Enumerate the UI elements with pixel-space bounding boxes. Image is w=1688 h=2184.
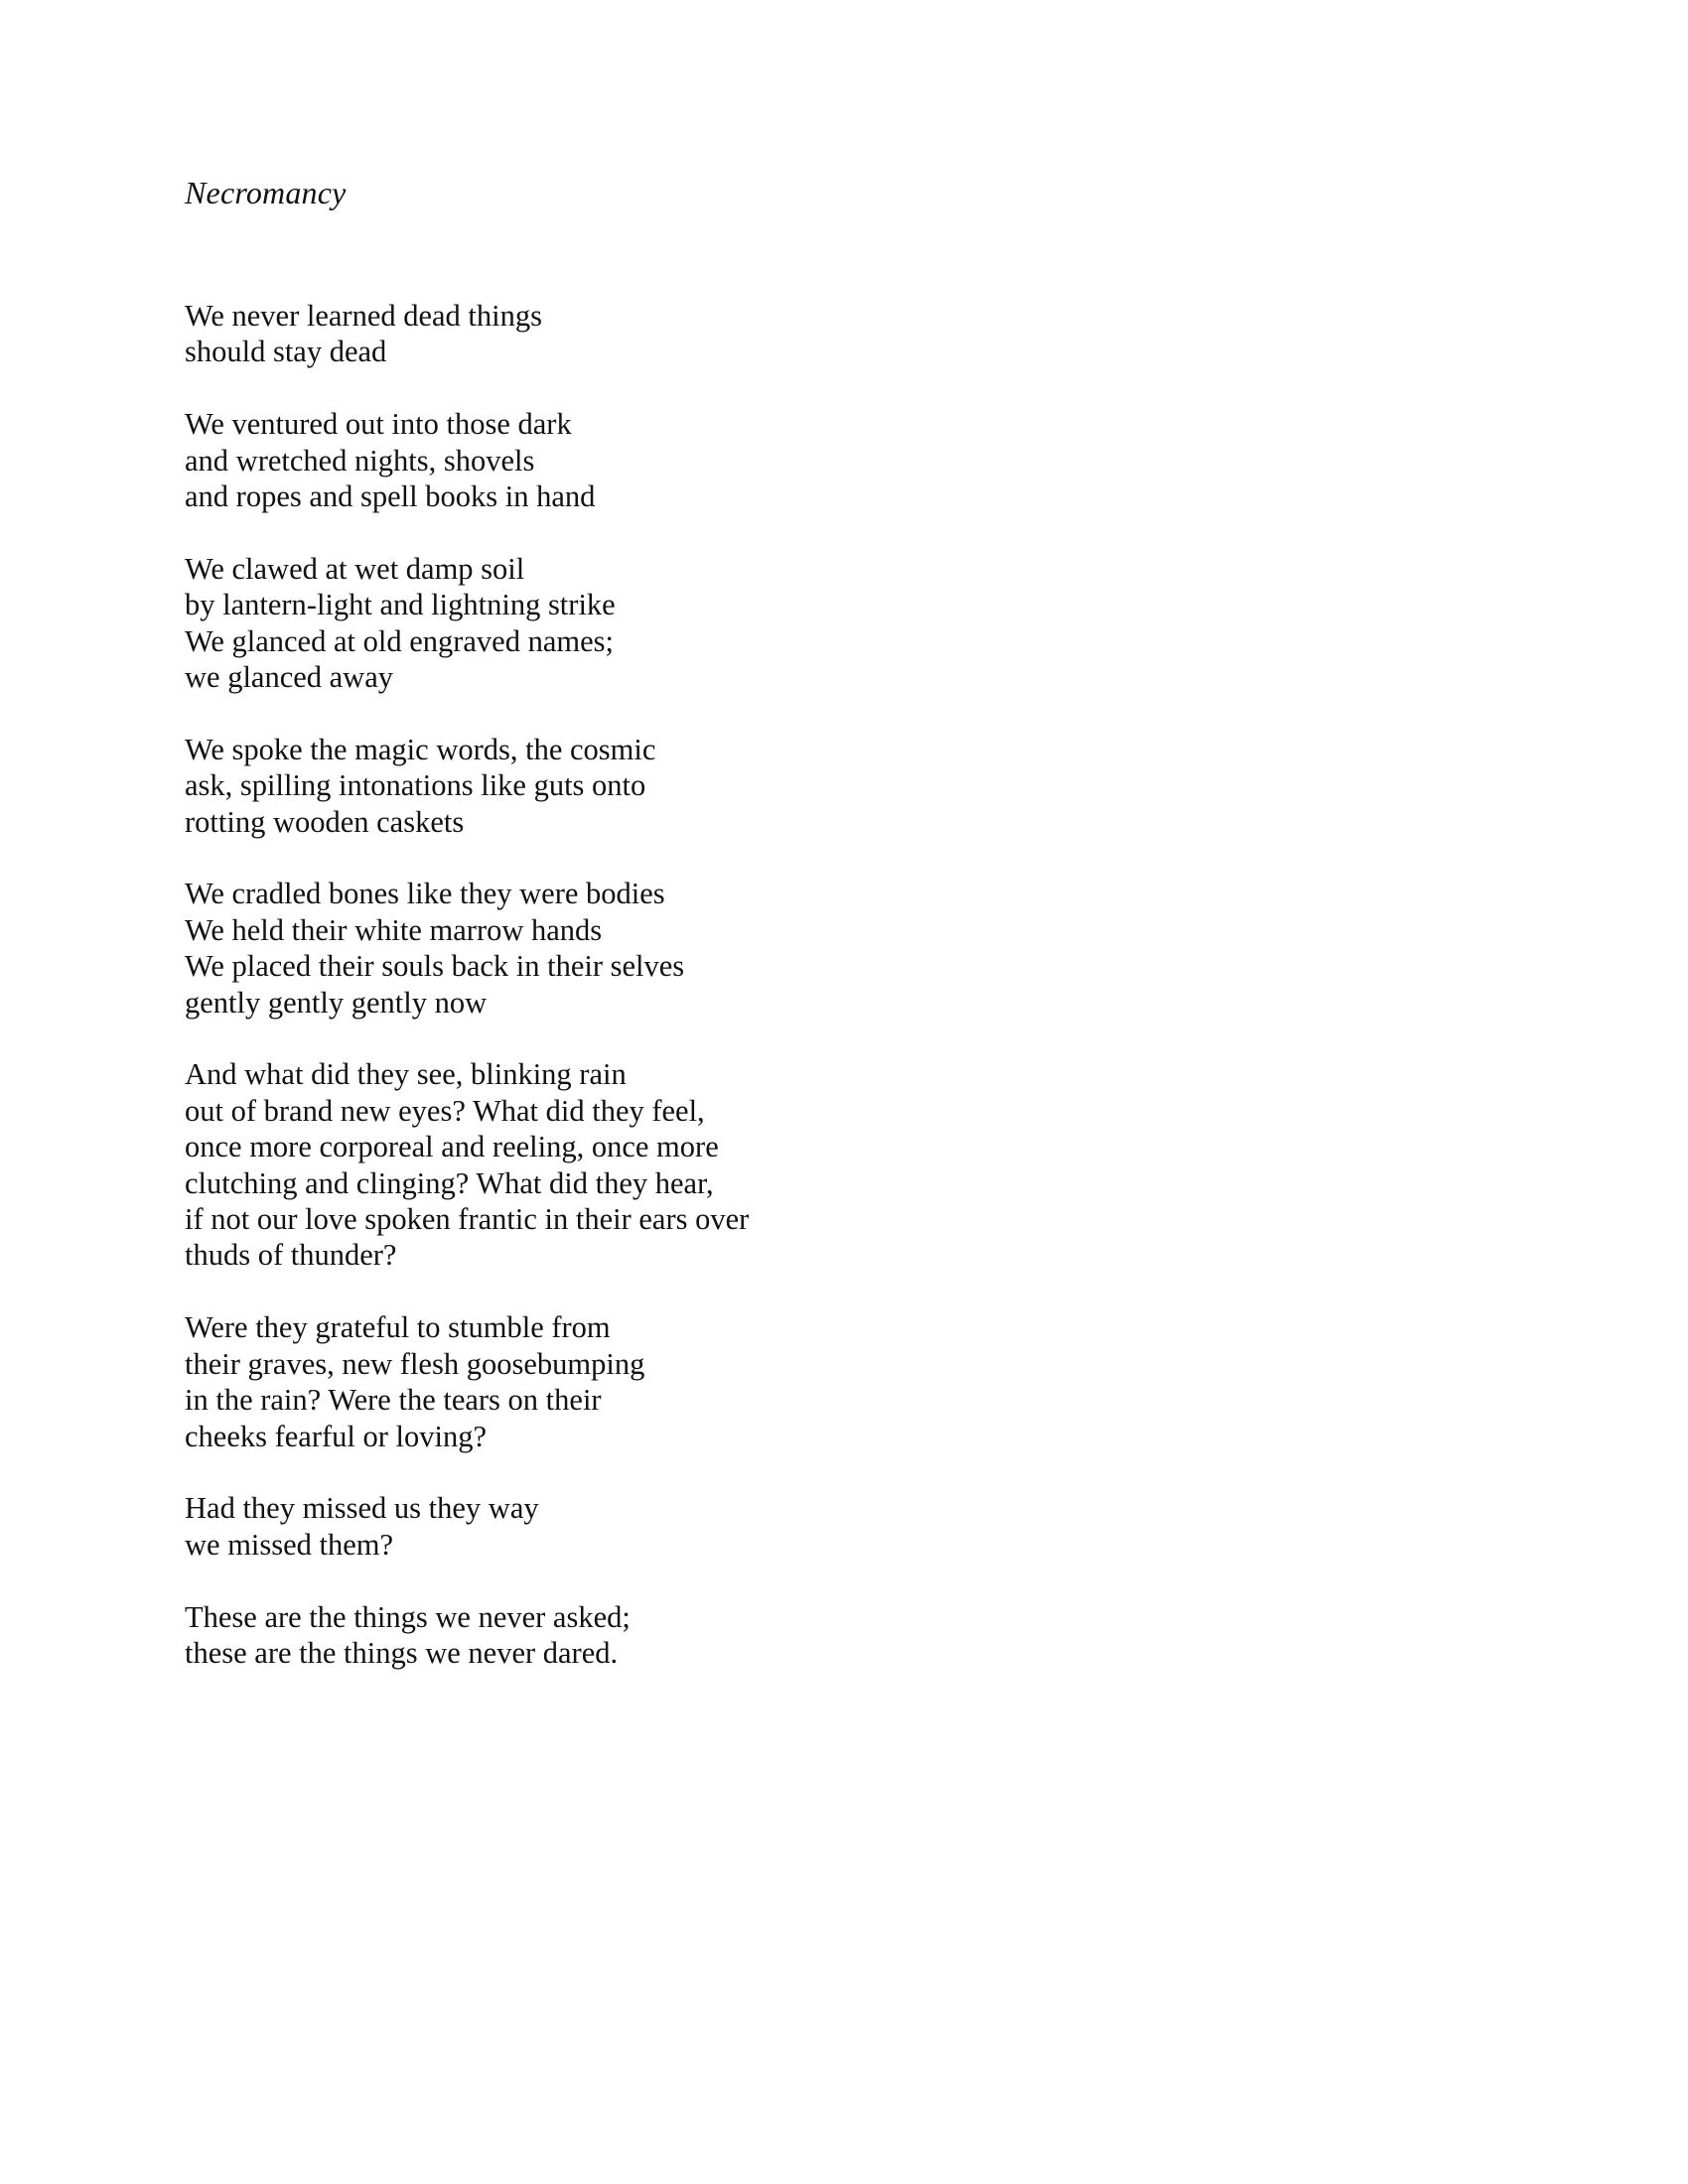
poem-title: Necromancy [185, 175, 347, 210]
poem-line: We clawed at wet damp soil [185, 551, 525, 586]
poem-line: these are the things we never dared. [185, 1635, 619, 1670]
poem-line: thuds of thunder? [185, 1238, 397, 1273]
stanza [185, 406, 1476, 514]
poem-line: ask, spilling intonations like guts onto [185, 768, 646, 803]
poem-line: We placed their souls back in their selves [185, 949, 685, 984]
poem-line: we missed them? [185, 1527, 394, 1562]
poem-line: We glanced at old engraved names; [185, 623, 614, 658]
poem-line: in the rain? Were the tears on their [185, 1383, 602, 1418]
poem-line: These are the things we never asked; [185, 1599, 631, 1634]
poem-line: We ventured out into those dark [185, 407, 572, 442]
stanza [185, 732, 1476, 840]
poem-line: once more corporeal and reeling, once more [185, 1130, 719, 1164]
stanza [185, 1490, 1476, 1563]
poem-line: by lantern-light and lightning strike [185, 588, 616, 622]
poem-line: We held their white marrow hands [185, 912, 603, 947]
poem-line: And what did they see, blinking rain [185, 1057, 627, 1092]
poem-line: we glanced away [185, 660, 394, 695]
poem-line: their graves, new flesh goosebumping [185, 1346, 645, 1381]
stanza [185, 876, 1476, 1021]
stanza [185, 298, 1476, 370]
poem-line: cheeks fearful or loving? [185, 1419, 488, 1453]
poem-line: Were they grateful to stumble from [185, 1310, 611, 1345]
poem-line: if not our love spoken frantic in their ears over [185, 1202, 750, 1237]
poem-line: We spoke the magic words, the cosmic [185, 732, 656, 766]
poem-line: clutching and clinging? What did they hear, [185, 1165, 714, 1200]
stanza [185, 551, 1476, 696]
poem-line: should stay dead [185, 335, 387, 369]
poem-line: Had they missed us they way [185, 1491, 539, 1526]
poem [185, 175, 1476, 1707]
stanza [185, 1599, 1476, 1672]
stanza [185, 1056, 1476, 1273]
poem-line: out of brand new eyes? What did they feel, [185, 1093, 705, 1128]
poem-line: rotting wooden caskets [185, 804, 465, 839]
poem-line: We never learned dead things [185, 299, 542, 333]
poem-body [185, 298, 1476, 1671]
poem-line: and ropes and spell books in hand [185, 479, 596, 514]
poem-line: We cradled bones like they were bodies [185, 877, 665, 911]
stanza [185, 1309, 1476, 1454]
poem-line: and wretched nights, shovels [185, 443, 535, 478]
poem-line: gently gently gently now [185, 985, 488, 1020]
